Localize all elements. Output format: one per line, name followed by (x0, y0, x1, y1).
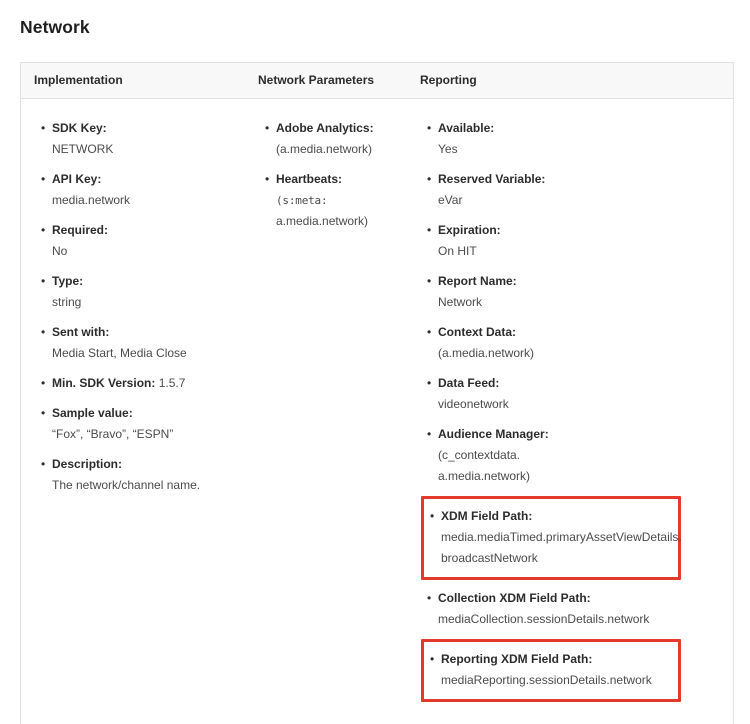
item-label: Min. SDK Version: (52, 376, 156, 390)
item-label: Available: (438, 121, 495, 135)
item-value: a.media.network) (276, 214, 369, 228)
item-value: broadcastNetwork (441, 551, 538, 565)
item-label: Expiration: (438, 223, 501, 237)
list-item (427, 271, 727, 313)
item-value: mediaReporting.sessionDetails.network (441, 673, 652, 687)
item-value: (s:meta: (276, 194, 328, 207)
bullet-icon: • (41, 274, 46, 288)
item-label-line (430, 649, 674, 670)
bullet-icon: • (427, 325, 432, 339)
item-label-line (41, 454, 239, 475)
page-title: Network (20, 17, 90, 37)
bullet-icon: • (41, 121, 46, 135)
bullet-icon: • (265, 172, 270, 186)
item-label: Description: (52, 457, 123, 471)
list-item (427, 169, 727, 211)
bullet-icon: • (41, 223, 46, 237)
item-value: mediaCollection.sessionDetails.network (438, 612, 650, 626)
item-value: The network/channel name. (52, 478, 201, 492)
item-label: Adobe Analytics: (276, 121, 374, 135)
item-label-line (427, 169, 727, 190)
list-item (427, 118, 727, 160)
item-label-line (41, 220, 239, 241)
bullet-icon: • (427, 274, 432, 288)
list-item (41, 373, 239, 394)
item-label: API Key: (52, 172, 102, 186)
item-label: Context Data: (438, 325, 517, 339)
item-label-line (265, 118, 401, 139)
item-value: Yes (438, 142, 458, 156)
item-label: Audience Manager: (438, 427, 549, 441)
item-label-line (427, 588, 727, 609)
list-item-highlighted (421, 496, 681, 580)
documentation-page (0, 15, 750, 724)
bullet-icon: • (265, 121, 270, 135)
table-body-row (21, 99, 733, 724)
column-reporting (407, 99, 733, 724)
list-item (41, 169, 239, 211)
bullet-icon: • (427, 376, 432, 390)
item-label-line (427, 118, 727, 139)
column-header-reporting: Reporting (420, 73, 477, 87)
list-item (427, 373, 727, 415)
item-label-line (430, 506, 674, 527)
item-value: “Fox”, “Bravo”, “ESPN” (52, 427, 174, 441)
item-label: Required: (52, 223, 109, 237)
item-value: a.media.network) (438, 469, 531, 483)
item-label-line (427, 271, 727, 292)
list-item (41, 403, 239, 445)
bullet-icon: • (427, 591, 432, 605)
list-item (41, 220, 239, 262)
list-item (41, 454, 239, 496)
item-label-line (41, 169, 239, 190)
item-value: No (52, 244, 68, 258)
bullet-icon: • (41, 376, 46, 390)
item-label-line (41, 403, 239, 424)
column-network-parameters (245, 99, 407, 724)
list-item (427, 588, 727, 630)
item-value: (a.media.network) (438, 346, 535, 360)
item-value-inline: 1.5.7 (155, 376, 186, 390)
list-item (265, 118, 401, 160)
item-label-line (41, 373, 239, 394)
bullet-icon: • (41, 172, 46, 186)
item-label: Sent with: (52, 325, 110, 339)
item-label: XDM Field Path: (441, 509, 533, 523)
bullet-icon: • (427, 223, 432, 237)
bullet-icon: • (41, 457, 46, 471)
bullet-icon: • (430, 509, 435, 523)
item-value: eVar (438, 193, 463, 207)
table-header-row (21, 63, 733, 99)
item-label: Report Name: (438, 274, 517, 288)
item-label-line (41, 271, 239, 292)
column-implementation (21, 99, 245, 724)
item-value: media.network (52, 193, 131, 207)
item-label-line (41, 322, 239, 343)
list-item (41, 118, 239, 160)
item-value: NETWORK (52, 142, 114, 156)
list-item (265, 169, 401, 232)
list-item (427, 220, 727, 262)
item-label: Sample value: (52, 406, 133, 420)
item-value: string (52, 295, 82, 309)
column-header-implementation: Implementation (34, 73, 123, 87)
item-value: (a.media.network) (276, 142, 373, 156)
item-label: Collection XDM Field Path: (438, 591, 591, 605)
item-label: Reserved Variable: (438, 172, 546, 186)
list-item (427, 322, 727, 364)
item-value: videonetwork (438, 397, 509, 411)
bullet-icon: • (430, 652, 435, 666)
item-label-line (427, 424, 727, 445)
list-item (41, 271, 239, 313)
item-value: (c_contextdata. (438, 448, 521, 462)
bullet-icon: • (41, 325, 46, 339)
item-value: media.mediaTimed.primaryAssetViewDetails. (441, 530, 682, 544)
list-item (427, 424, 727, 487)
bullet-icon: • (427, 121, 432, 135)
item-value: On HIT (438, 244, 477, 258)
bullet-icon: • (41, 406, 46, 420)
item-label-line (41, 118, 239, 139)
item-label-line (265, 169, 401, 190)
column-header-network-parameters: Network Parameters (258, 73, 375, 87)
list-item-highlighted (421, 639, 681, 702)
bullet-icon: • (427, 172, 432, 186)
item-label-line (427, 373, 727, 394)
item-label: Data Feed: (438, 376, 500, 390)
list-item (41, 322, 239, 364)
item-label: Reporting XDM Field Path: (441, 652, 593, 666)
network-parameters-table (20, 62, 734, 724)
item-value: Media Start, Media Close (52, 346, 187, 360)
item-label: SDK Key: (52, 121, 107, 135)
bullet-icon: • (427, 427, 432, 441)
item-label-line (427, 322, 727, 343)
item-label-line (427, 220, 727, 241)
item-value: Network (438, 295, 483, 309)
item-label: Type: (52, 274, 84, 288)
item-label: Heartbeats: (276, 172, 343, 186)
